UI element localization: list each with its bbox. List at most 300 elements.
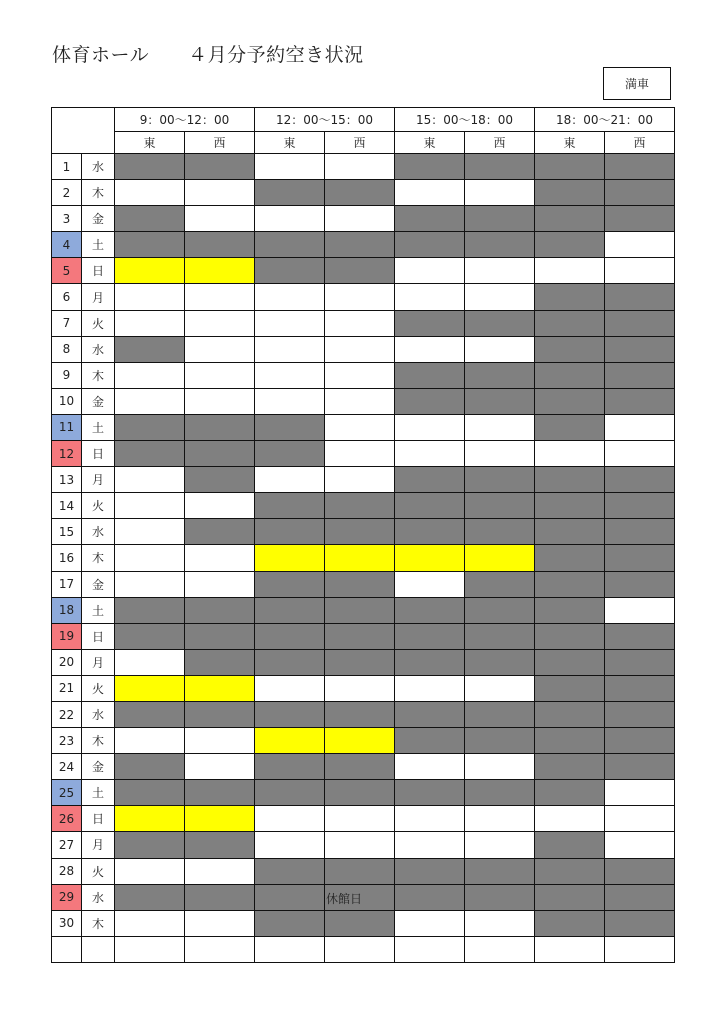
- slot-cell: [115, 832, 185, 858]
- slot-cell: [185, 154, 255, 180]
- slot-cell: [605, 806, 675, 832]
- slot-cell: [465, 910, 535, 936]
- slot-cell: [325, 414, 395, 440]
- day-number: 7: [52, 310, 82, 336]
- slot-cell: [535, 362, 605, 388]
- slot-cell: [395, 728, 465, 754]
- slot-cell: [255, 780, 325, 806]
- slot-cell: [115, 154, 185, 180]
- slot-cell: [535, 858, 605, 884]
- slot-cell: [255, 467, 325, 493]
- slot-cell: [185, 754, 255, 780]
- weekday: 月: [82, 467, 115, 493]
- slot-cell: [605, 154, 675, 180]
- slot-cell: [465, 832, 535, 858]
- slot-cell: [325, 336, 395, 362]
- slot-cell: [395, 336, 465, 362]
- slot-cell: [465, 701, 535, 727]
- slot-cell: [185, 728, 255, 754]
- side-header: 西: [465, 132, 535, 154]
- slot-cell: [115, 362, 185, 388]
- slot-cell: [115, 675, 185, 701]
- slot-cell: [115, 519, 185, 545]
- table-row: [52, 832, 675, 858]
- weekday: 日: [82, 258, 115, 284]
- slot-cell: [605, 493, 675, 519]
- slot-cell: [255, 910, 325, 936]
- day-number: 10: [52, 388, 82, 414]
- slot-cell: [115, 232, 185, 258]
- table-row: [52, 597, 675, 623]
- weekday: 月: [82, 284, 115, 310]
- slot-cell: [605, 467, 675, 493]
- slot-cell: [395, 675, 465, 701]
- side-header: 東: [395, 132, 465, 154]
- table-row: [52, 936, 675, 962]
- slot-cell: [535, 728, 605, 754]
- slot-cell: [185, 232, 255, 258]
- slot-cell: [325, 701, 395, 727]
- day-number: 5: [52, 258, 82, 284]
- day-number: 18: [52, 597, 82, 623]
- slot-cell: [115, 493, 185, 519]
- slot-cell: [185, 597, 255, 623]
- slot-cell: [255, 675, 325, 701]
- weekday: 金: [82, 206, 115, 232]
- slot-cell: [535, 206, 605, 232]
- slot-cell: [325, 754, 395, 780]
- slot-cell: [115, 180, 185, 206]
- table-row: [52, 154, 675, 180]
- slot-cell: [465, 649, 535, 675]
- day-number: 16: [52, 545, 82, 571]
- slot-cell: [325, 910, 395, 936]
- header-corner: [52, 108, 115, 154]
- slot-cell: [185, 623, 255, 649]
- slot-cell: [325, 206, 395, 232]
- slot-cell: [185, 910, 255, 936]
- table-row: [52, 571, 675, 597]
- slot-cell: [535, 519, 605, 545]
- day-number: 13: [52, 467, 82, 493]
- slot-cell: [465, 675, 535, 701]
- day-number: 21: [52, 675, 82, 701]
- slot-cell: [115, 728, 185, 754]
- slot-cell: [255, 284, 325, 310]
- day-number: 25: [52, 780, 82, 806]
- weekday: 水: [82, 701, 115, 727]
- legend-full-box: 満車: [603, 67, 671, 100]
- slot-cell: [395, 388, 465, 414]
- slot-cell: [605, 180, 675, 206]
- table-row: [52, 284, 675, 310]
- weekday: 日: [82, 441, 115, 467]
- slot-cell: [535, 441, 605, 467]
- slot-cell: [465, 780, 535, 806]
- slot-cell: [395, 701, 465, 727]
- slot-cell: [395, 258, 465, 284]
- slot-cell: [115, 597, 185, 623]
- slot-cell: [535, 180, 605, 206]
- day-number: 4: [52, 232, 82, 258]
- slot-cell: [255, 232, 325, 258]
- slot-cell: [395, 910, 465, 936]
- slot-cell: [535, 675, 605, 701]
- slot-cell: [255, 441, 325, 467]
- slot-cell: [535, 232, 605, 258]
- slot-cell: [465, 728, 535, 754]
- slot-cell: [535, 910, 605, 936]
- slot-cell: [535, 597, 605, 623]
- time-slot-header: 15：00～18：00: [395, 108, 535, 132]
- slot-cell: [255, 754, 325, 780]
- slot-cell: [535, 936, 605, 962]
- weekday: 金: [82, 571, 115, 597]
- slot-cell: [115, 571, 185, 597]
- slot-cell: [325, 571, 395, 597]
- table-row: [52, 519, 675, 545]
- slot-cell: [255, 362, 325, 388]
- slot-cell: [605, 701, 675, 727]
- slot-cell: [605, 414, 675, 440]
- weekday: 土: [82, 414, 115, 440]
- slot-cell: [255, 388, 325, 414]
- weekday: 日: [82, 806, 115, 832]
- day-number: 23: [52, 728, 82, 754]
- slot-cell: [395, 414, 465, 440]
- slot-cell: [325, 936, 395, 962]
- slot-cell: [395, 545, 465, 571]
- slot-cell: [185, 310, 255, 336]
- slot-cell: [255, 571, 325, 597]
- day-number: 24: [52, 754, 82, 780]
- slot-cell: [465, 597, 535, 623]
- slot-cell: [465, 441, 535, 467]
- day-number: 28: [52, 858, 82, 884]
- day-number: 1: [52, 154, 82, 180]
- slot-cell: [465, 336, 535, 362]
- slot-cell: [395, 649, 465, 675]
- slot-cell: [325, 806, 395, 832]
- slot-cell: [395, 832, 465, 858]
- slot-cell: [465, 232, 535, 258]
- slot-cell: [395, 858, 465, 884]
- slot-cell: [535, 780, 605, 806]
- slot-cell: [185, 388, 255, 414]
- slot-cell: [325, 519, 395, 545]
- day-number: 12: [52, 441, 82, 467]
- slot-cell: [185, 858, 255, 884]
- time-slot-header: 9：00～12：00: [115, 108, 255, 132]
- table-row: [52, 649, 675, 675]
- slot-cell: [395, 310, 465, 336]
- slot-cell: [115, 545, 185, 571]
- page-title: 体育ホール ４月分予約空き状況: [52, 44, 364, 66]
- weekday: 水: [82, 519, 115, 545]
- slot-cell: [255, 206, 325, 232]
- day-number: 9: [52, 362, 82, 388]
- slot-cell: [115, 441, 185, 467]
- table-row: [52, 545, 675, 571]
- slot-cell: [255, 597, 325, 623]
- table-row: [52, 701, 675, 727]
- slot-cell: [115, 388, 185, 414]
- day-number: 30: [52, 910, 82, 936]
- table-row: [52, 806, 675, 832]
- slot-cell: [115, 780, 185, 806]
- slot-cell: [115, 858, 185, 884]
- slot-cell: [395, 623, 465, 649]
- slot-cell: [185, 545, 255, 571]
- weekday: 火: [82, 493, 115, 519]
- slot-cell: [115, 414, 185, 440]
- slot-cell: [255, 336, 325, 362]
- weekday: 日: [82, 623, 115, 649]
- slot-cell: [535, 571, 605, 597]
- slot-cell: [535, 649, 605, 675]
- reservation-table: [51, 107, 675, 963]
- slot-cell: [325, 441, 395, 467]
- slot-cell: [605, 728, 675, 754]
- slot-cell: [395, 493, 465, 519]
- slot-cell: [115, 701, 185, 727]
- slot-cell: [185, 649, 255, 675]
- table-row: [52, 623, 675, 649]
- slot-cell: [115, 310, 185, 336]
- slot-cell: [185, 362, 255, 388]
- weekday: 木: [82, 545, 115, 571]
- slot-cell: [325, 493, 395, 519]
- weekday: 火: [82, 310, 115, 336]
- slot-cell: [255, 258, 325, 284]
- table-row: [52, 310, 675, 336]
- slot-cell: [325, 284, 395, 310]
- time-slot-header: 18：00～21：00: [535, 108, 675, 132]
- slot-cell: [185, 832, 255, 858]
- slot-cell: [395, 154, 465, 180]
- table-row: [52, 910, 675, 936]
- closed-day-label: 休館日: [326, 892, 363, 906]
- slot-cell: [115, 206, 185, 232]
- weekday: 土: [82, 780, 115, 806]
- table-row: [52, 414, 675, 440]
- slot-cell: [255, 884, 325, 910]
- slot-cell: [465, 284, 535, 310]
- slot-cell: [535, 806, 605, 832]
- day-number: 8: [52, 336, 82, 362]
- slot-cell: [395, 806, 465, 832]
- slot-cell: [325, 467, 395, 493]
- side-header: 東: [535, 132, 605, 154]
- weekday: 木: [82, 362, 115, 388]
- slot-cell: [185, 180, 255, 206]
- slot-cell: [535, 310, 605, 336]
- slot-cell: [605, 597, 675, 623]
- slot-cell: [605, 284, 675, 310]
- slot-cell: [255, 545, 325, 571]
- slot-cell: [325, 310, 395, 336]
- day-number: 19: [52, 623, 82, 649]
- slot-cell: [465, 884, 535, 910]
- table-row: [52, 858, 675, 884]
- weekday: 月: [82, 649, 115, 675]
- weekday: 水: [82, 154, 115, 180]
- slot-cell: [395, 362, 465, 388]
- slot-cell: [395, 441, 465, 467]
- table-row: [52, 780, 675, 806]
- slot-cell: [185, 493, 255, 519]
- slot-cell: [325, 623, 395, 649]
- slot-cell: [535, 388, 605, 414]
- slot-cell: [605, 858, 675, 884]
- slot-cell: [605, 675, 675, 701]
- slot-cell: [605, 832, 675, 858]
- slot-cell: [465, 858, 535, 884]
- slot-cell: [465, 493, 535, 519]
- slot-cell: [465, 310, 535, 336]
- slot-cell: [115, 649, 185, 675]
- slot-cell: [535, 467, 605, 493]
- slot-cell: [535, 832, 605, 858]
- slot-cell: [255, 832, 325, 858]
- slot-cell: [255, 154, 325, 180]
- day-number: 29: [52, 884, 82, 910]
- slot-cell: [535, 623, 605, 649]
- slot-cell: [325, 780, 395, 806]
- slot-cell: [255, 858, 325, 884]
- table-row: [52, 232, 675, 258]
- day-number: 11: [52, 414, 82, 440]
- slot-cell: [115, 623, 185, 649]
- weekday: 水: [82, 336, 115, 362]
- slot-cell: [535, 884, 605, 910]
- slot-cell: [605, 519, 675, 545]
- weekday: 火: [82, 675, 115, 701]
- side-header: 西: [605, 132, 675, 154]
- slot-cell: [115, 884, 185, 910]
- table-row: [52, 180, 675, 206]
- slot-cell: [465, 206, 535, 232]
- side-header: 西: [325, 132, 395, 154]
- slot-cell: [395, 467, 465, 493]
- slot-cell: [465, 154, 535, 180]
- slot-cell: [605, 780, 675, 806]
- slot-cell: [185, 884, 255, 910]
- slot-cell: [325, 362, 395, 388]
- table-row: [52, 754, 675, 780]
- weekday: 金: [82, 388, 115, 414]
- slot-cell: [395, 571, 465, 597]
- day-number: [52, 936, 82, 962]
- slot-cell: [115, 910, 185, 936]
- slot-cell: [535, 754, 605, 780]
- slot-cell: [325, 858, 395, 884]
- slot-cell: [255, 414, 325, 440]
- slot-cell: [465, 806, 535, 832]
- table-row: [52, 493, 675, 519]
- slot-cell: [535, 154, 605, 180]
- table-row: [52, 884, 675, 910]
- slot-cell: [325, 597, 395, 623]
- slot-cell: [605, 388, 675, 414]
- slot-cell: [605, 936, 675, 962]
- slot-cell: [605, 310, 675, 336]
- slot-cell: [605, 336, 675, 362]
- day-number: 22: [52, 701, 82, 727]
- slot-cell: [465, 362, 535, 388]
- weekday: 火: [82, 858, 115, 884]
- slot-cell: [325, 728, 395, 754]
- day-number: 17: [52, 571, 82, 597]
- weekday: 土: [82, 232, 115, 258]
- slot-cell: [465, 258, 535, 284]
- side-header: 西: [185, 132, 255, 154]
- slot-cell: [115, 754, 185, 780]
- weekday: 水: [82, 884, 115, 910]
- slot-cell: [185, 284, 255, 310]
- weekday: [82, 936, 115, 962]
- table-row: [52, 258, 675, 284]
- slot-cell: [465, 414, 535, 440]
- slot-cell: [535, 414, 605, 440]
- slot-cell: [605, 623, 675, 649]
- slot-cell: [255, 623, 325, 649]
- slot-cell: [255, 493, 325, 519]
- slot-cell: [325, 388, 395, 414]
- slot-cell: [255, 806, 325, 832]
- table-row: [52, 467, 675, 493]
- slot-cell: [465, 519, 535, 545]
- table-row: [52, 362, 675, 388]
- slot-cell: [605, 232, 675, 258]
- slot-cell: [605, 571, 675, 597]
- day-number: 6: [52, 284, 82, 310]
- slot-cell: [255, 649, 325, 675]
- slot-cell: [395, 519, 465, 545]
- day-number: 27: [52, 832, 82, 858]
- slot-cell: [255, 728, 325, 754]
- slot-cell: [185, 519, 255, 545]
- slot-cell: [185, 414, 255, 440]
- slot-cell: [395, 284, 465, 310]
- slot-cell: [465, 180, 535, 206]
- slot-cell: [465, 545, 535, 571]
- slot-cell: [395, 754, 465, 780]
- slot-cell: [605, 649, 675, 675]
- slot-cell: [185, 780, 255, 806]
- slot-cell: [605, 441, 675, 467]
- slot-cell: [605, 258, 675, 284]
- slot-cell: [465, 754, 535, 780]
- slot-cell: [465, 388, 535, 414]
- slot-cell: [535, 258, 605, 284]
- slot-cell: [395, 180, 465, 206]
- slot-cell: [325, 545, 395, 571]
- table-row: [52, 388, 675, 414]
- slot-cell: [395, 597, 465, 623]
- slot-cell: [115, 936, 185, 962]
- weekday: 木: [82, 728, 115, 754]
- slot-cell: [325, 180, 395, 206]
- weekday: 木: [82, 910, 115, 936]
- slot-cell: [255, 936, 325, 962]
- slot-cell: [185, 806, 255, 832]
- table-row: [52, 206, 675, 232]
- slot-cell: [605, 910, 675, 936]
- slot-cell: [465, 571, 535, 597]
- slot-cell: [115, 284, 185, 310]
- day-number: 3: [52, 206, 82, 232]
